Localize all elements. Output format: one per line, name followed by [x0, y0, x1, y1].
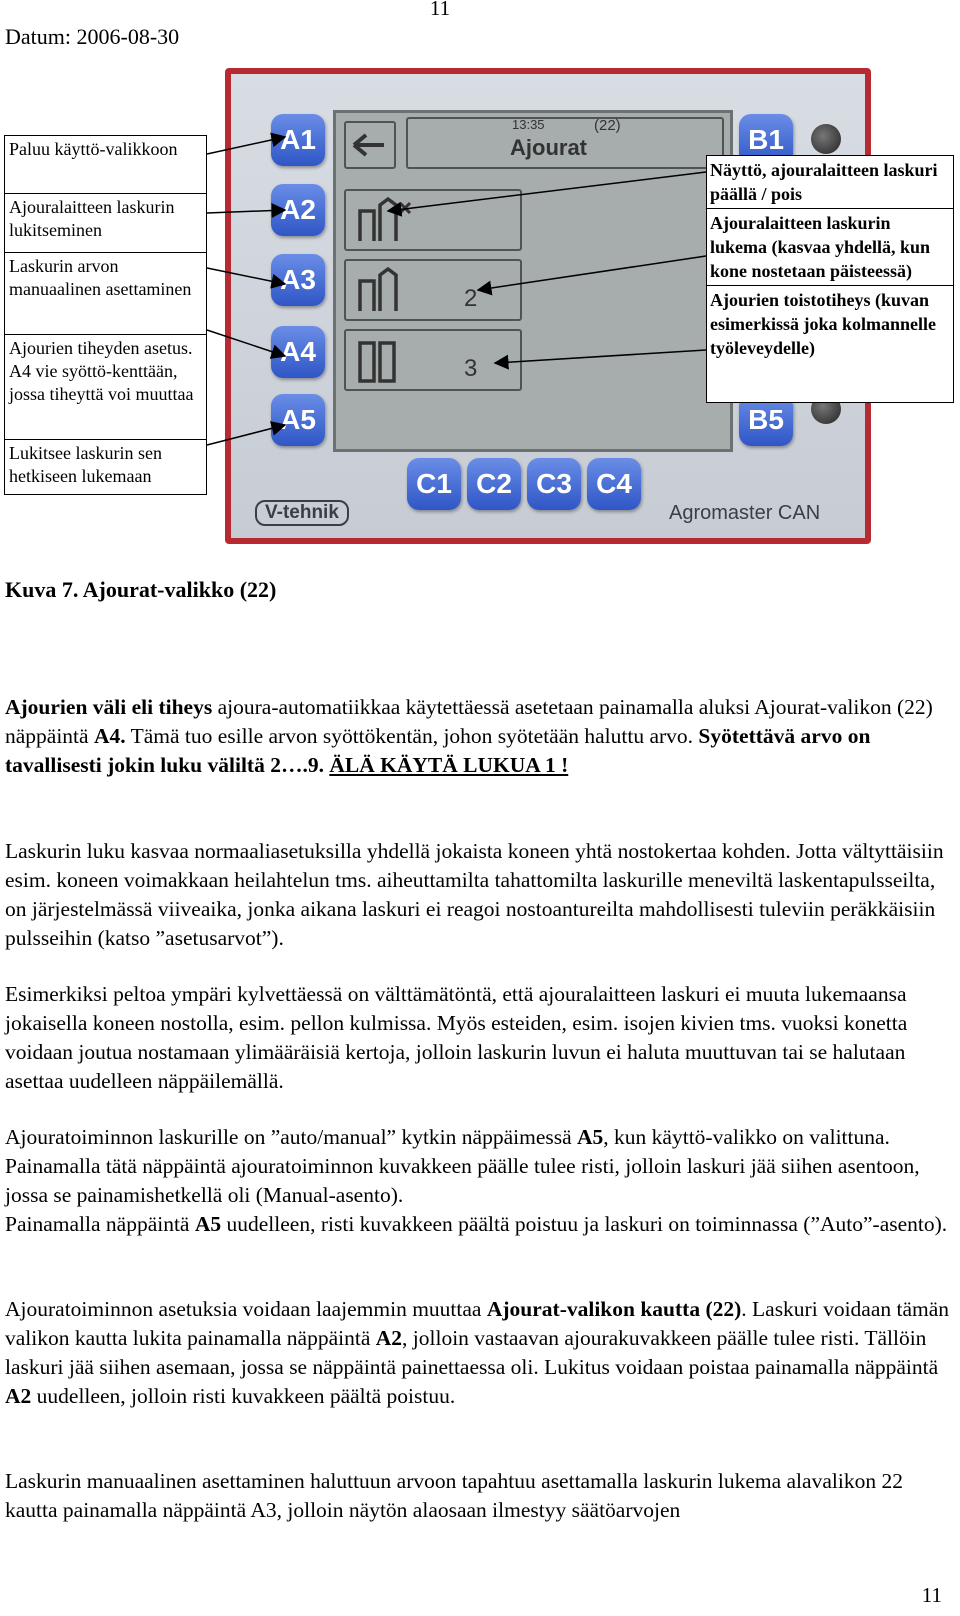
paragraph-3: Esimerkiksi peltoa ympäri kylvettäessä on välttämätöntä, että ajouralaitteen laskuri ei muuta lukemaansa jokaisella koneen nostolla, esim. pellon kulmissa. Myös esteiden, esim. isojen kivien tms. vuoksi konetta voidaan joutua nostamaan ylimääräisiä kertoja, jolloin laskurin luvun ei haluta muuttuvan tai se halutaan asettaa uudelleen näppäilemällä.	[5, 982, 908, 1093]
callout-a5: Lukitsee laskurin sen hetkiseen lukemaan	[9, 443, 162, 486]
arrow-a4	[207, 330, 285, 356]
callout-a3: Laskurin arvon manuaalinen asettaminen	[5, 253, 206, 335]
paragraph-4	[5, 1123, 955, 1239]
key-ref-a2: A2	[375, 1326, 403, 1350]
paragraph-5	[5, 1295, 955, 1411]
warning-note: ÄLÄ KÄYTÄ LUKUA 1 !	[329, 753, 569, 777]
screen-menu-number: (22)	[594, 117, 621, 134]
key-b1[interactable]: B1	[739, 114, 793, 166]
text: uudelleen, risti kuvakkeen päältä poistuu ja laskuri on toiminnassa (”Auto”-asento).	[221, 1212, 948, 1236]
key-b5[interactable]: B5	[739, 394, 793, 446]
paragraph-6: Laskurin manuaalinen asettaminen haluttuun arvoon tapahtuu asettamalla laskurin lukema alavalikon 22 kautta painamalla näppäintä A3, jolloin näytön alaosaan ilmestyy säätöarvojen	[5, 1469, 903, 1522]
callout-display: Näyttö, ajouralaitteen laskuri päällä / pois	[707, 156, 953, 209]
key-a5[interactable]: A5	[271, 394, 325, 446]
text: Ajouratoiminnon laskurille on ”auto/manual” kytkin näppäimessä	[5, 1125, 578, 1149]
text: Painamalla näppäintä	[5, 1212, 195, 1236]
callout-a2: Ajouralaitteen laskurin lukitseminen	[5, 194, 206, 253]
callout-a1: Paluu käyttö-valikkoon	[5, 136, 206, 194]
text: , kun käyttö-valikko on valittuna. Painamalla tätä näppäintä ajouratoiminnon kuvakkeen päälle tulee risti, jolloin laskuri jää siihen asentoon, jossa se painamishetkellä oli (Manual-asento).	[5, 1125, 920, 1207]
text: . Laskuri voidaan tämän valikon kautta lukita painamalla näppäintä	[5, 1297, 950, 1350]
document-date: Datum: 2006-08-30	[5, 24, 180, 49]
arrow-a1	[207, 137, 285, 154]
key-ref-a5: A5	[194, 1212, 222, 1236]
counter-value: 2	[464, 285, 478, 312]
arrow-a5	[207, 425, 285, 445]
brand-agromaster: Agromaster CAN	[669, 502, 821, 524]
key-c3[interactable]: C3	[527, 458, 581, 510]
key-ref-a4: A4.	[93, 724, 126, 748]
callout-a4: Ajourien tiheyden asetus. A4 vie syöttö-kenttään, jossa tiheyttä voi muuttaa	[5, 335, 206, 440]
key-c2[interactable]: C2	[467, 458, 521, 510]
text: ajoura-automatiikkaa käytettäessä asetetaan painamalla aluksi Ajourat-valikon (22) näppäintä	[5, 695, 933, 748]
callout-interval: Ajourien toistotiheys (kuvan esimerkissä joka kolmannelle työleveydelle)	[710, 290, 937, 358]
brand-v-tehnik: V-tehnik	[255, 500, 349, 526]
text: , jolloin vastaavan ajourakuvakkeen päälle tulee risti. Tällöin laskuri jää siihen asemaan, jossa se näppäintä painettaessa oli. Lukitus voidaan poistaa painamalla näppäintä	[5, 1326, 939, 1379]
value-range-note: Syötettävä arvo on tavallisesti jokin luku väliltä 2….9.	[5, 724, 871, 777]
left-callouts	[4, 135, 207, 495]
right-callouts	[706, 155, 954, 403]
text: Tämä tuo esille arvon syöttökentän, johon syötetään haluttu arvo.	[125, 724, 699, 748]
key-a3[interactable]: A3	[271, 254, 325, 306]
paragraph-1	[5, 693, 955, 780]
paragraph-2: Laskurin luku kasvaa normaaliasetuksilla yhdellä jokaista koneen yhtä nostokertaa kohden. Jotta vältyttäisiin esim. koneen voimakkaan heilahtelun tms. aiheuttamilta tahattomilta laskurille meneviltä laskentapulsseilta, on järjestelmässä viiveaika, jonka aikana laskuri ei reagoi nostoantureilta mahdollisesti tuleviin peräkkäisiin pulsseihin (katso ”asetusarvot”).	[5, 839, 944, 950]
arrow-display	[388, 172, 706, 211]
arrow-reading	[478, 256, 706, 290]
arrow-a2	[207, 210, 285, 213]
key-ref-a2: A2	[5, 1384, 32, 1408]
key-ref-a5: A5	[577, 1125, 604, 1149]
key-a1[interactable]: A1	[271, 114, 325, 166]
screen-title: Ajourat	[510, 135, 587, 160]
text: uudelleen, jolloin risti kuvakkeen päältä poistuu.	[31, 1384, 456, 1408]
menu-ref: Ajourat-valikon kautta (22)	[486, 1297, 742, 1321]
screen-time: 13:35	[512, 117, 545, 132]
page-number-bottom: 11	[921, 1583, 942, 1607]
key-c4[interactable]: C4	[587, 458, 641, 510]
arrow-a3	[207, 268, 285, 284]
callout-reading: Ajouralaitteen laskurin lukema (kasvaa yhdellä, kun kone nostetaan päisteessä)	[707, 209, 953, 286]
key-c1[interactable]: C1	[407, 458, 461, 510]
term-ajourien-vali: Ajourien väli eli tiheys	[5, 695, 213, 719]
arrow-interval	[495, 350, 706, 363]
figure-caption: Kuva 7. Ajourat-valikko (22)	[5, 577, 277, 602]
key-a4[interactable]: A4	[271, 326, 325, 378]
page-number-top: 11	[429, 0, 451, 20]
key-a2[interactable]: A2	[271, 184, 325, 236]
text: Ajouratoiminnon asetuksia voidaan laajemmin muuttaa	[5, 1297, 487, 1321]
interval-value: 3	[464, 355, 478, 382]
